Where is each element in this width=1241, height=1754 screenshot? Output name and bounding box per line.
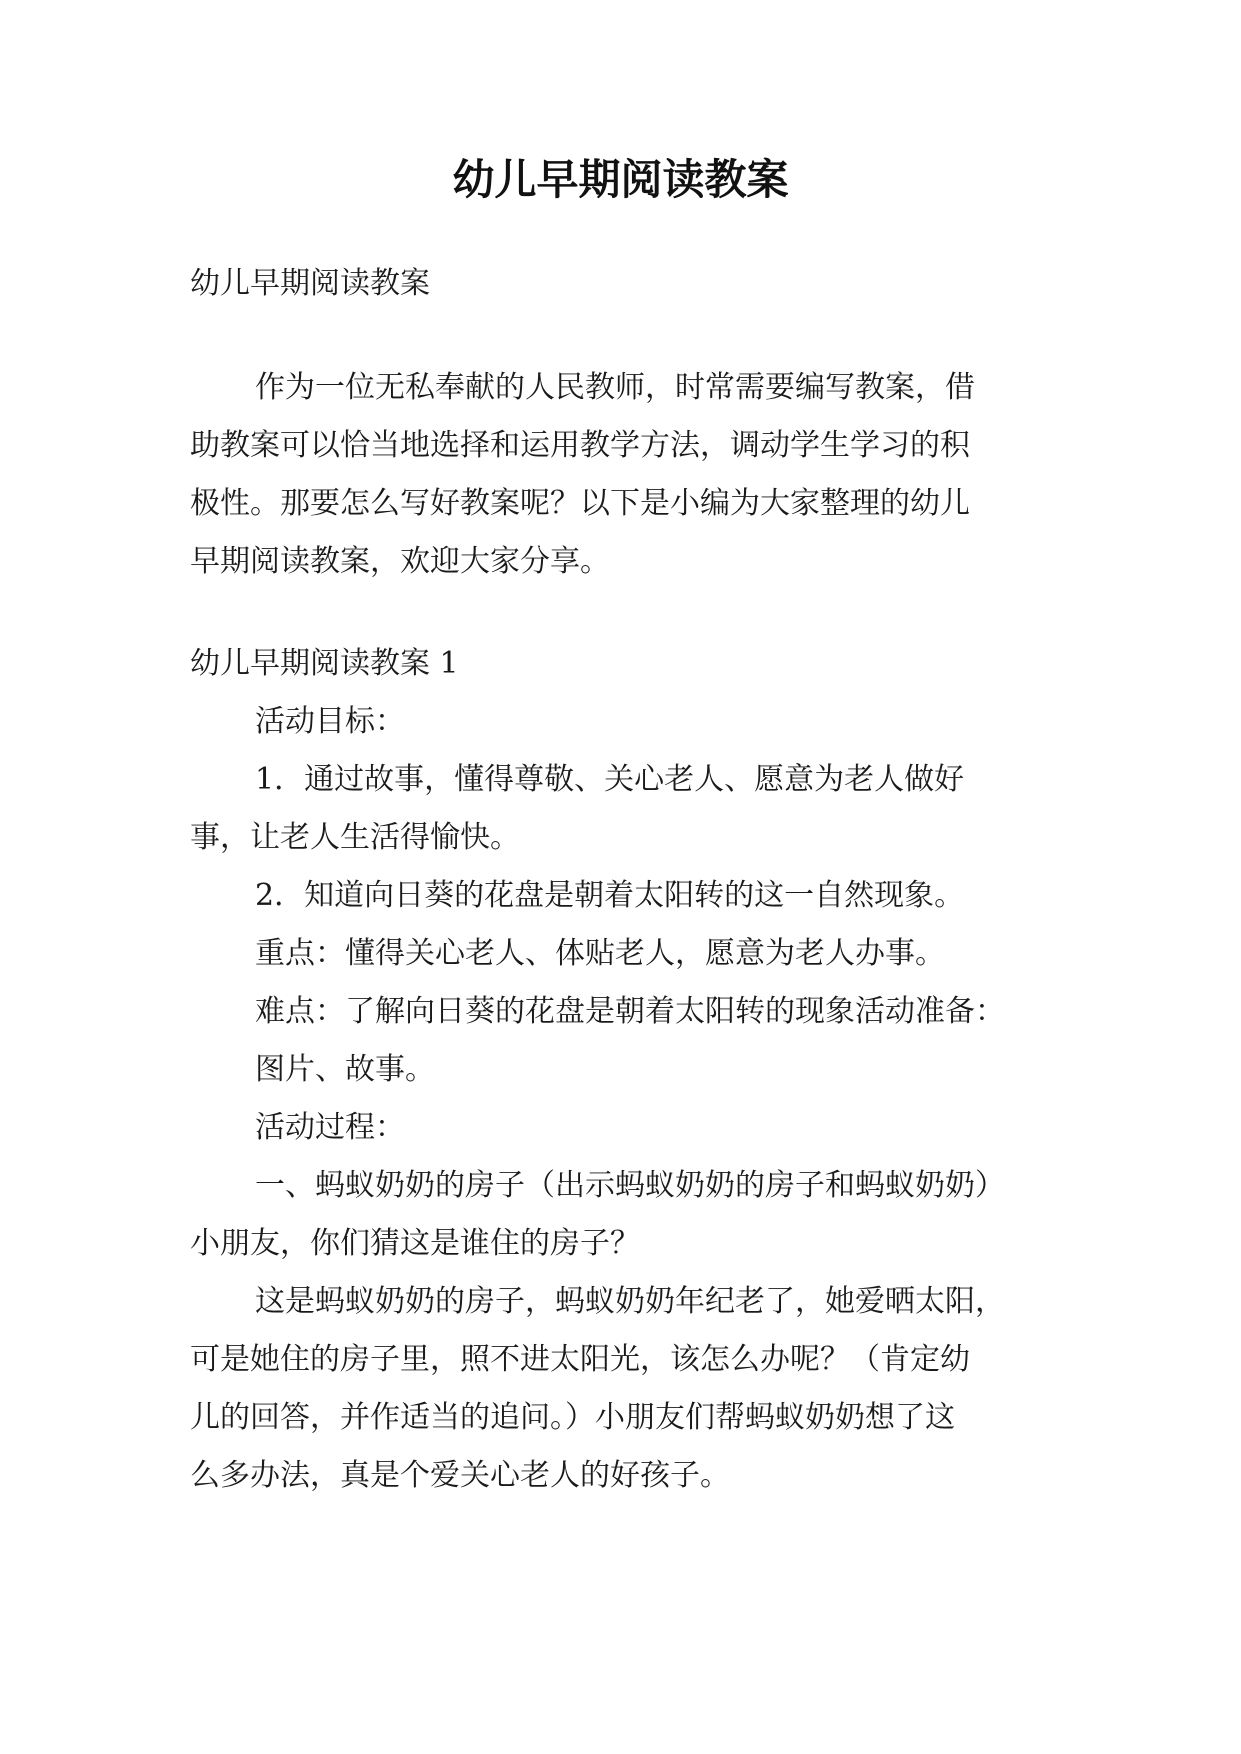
section-heading: 幼儿早期阅读教案 1 bbox=[190, 646, 459, 681]
subtitle-line: 幼儿早期阅读教案 bbox=[190, 266, 430, 301]
body-line: 活动目标： bbox=[255, 704, 405, 739]
document-title: 幼儿早期阅读教案 bbox=[452, 155, 789, 204]
body-line: 1．通过故事，懂得尊敬、关心老人、愿意为老人做好 bbox=[255, 762, 965, 797]
body-line: 难点：了解向日葵的花盘是朝着太阳转的现象活动准备： bbox=[255, 994, 1005, 1029]
body-line: 小朋友，你们猜这是谁住的房子？ bbox=[190, 1226, 640, 1261]
body-line: 儿的回答，并作适当的追问。）小朋友们帮蚂蚁奶奶想了这 bbox=[190, 1400, 955, 1435]
intro-paragraph-line: 早期阅读教案，欢迎大家分享。 bbox=[190, 544, 610, 579]
body-line: 2．知道向日葵的花盘是朝着太阳转的这一自然现象。 bbox=[255, 878, 965, 913]
body-line: 这是蚂蚁奶奶的房子，蚂蚁奶奶年纪老了，她爱晒太阳， bbox=[255, 1284, 1005, 1319]
intro-paragraph-line: 作为一位无私奉献的人民教师，时常需要编写教案，借 bbox=[255, 370, 975, 405]
body-line: 一、蚂蚁奶奶的房子（出示蚂蚁奶奶的房子和蚂蚁奶奶） bbox=[255, 1168, 1005, 1203]
intro-paragraph-line: 极性。那要怎么写好教案呢？以下是小编为大家整理的幼儿 bbox=[190, 486, 970, 521]
body-line: 么多办法，真是个爱关心老人的好孩子。 bbox=[190, 1458, 730, 1493]
body-line: 活动过程： bbox=[255, 1110, 405, 1145]
intro-paragraph-line: 助教案可以恰当地选择和运用教学方法，调动学生学习的积 bbox=[190, 428, 970, 463]
body-line: 事，让老人生活得愉快。 bbox=[190, 820, 520, 855]
body-line: 重点：懂得关心老人、体贴老人，愿意为老人办事。 bbox=[255, 936, 945, 971]
body-line: 图片、故事。 bbox=[255, 1052, 435, 1087]
body-line: 可是她住的房子里，照不进太阳光，该怎么办呢？（肯定幼 bbox=[190, 1342, 970, 1377]
